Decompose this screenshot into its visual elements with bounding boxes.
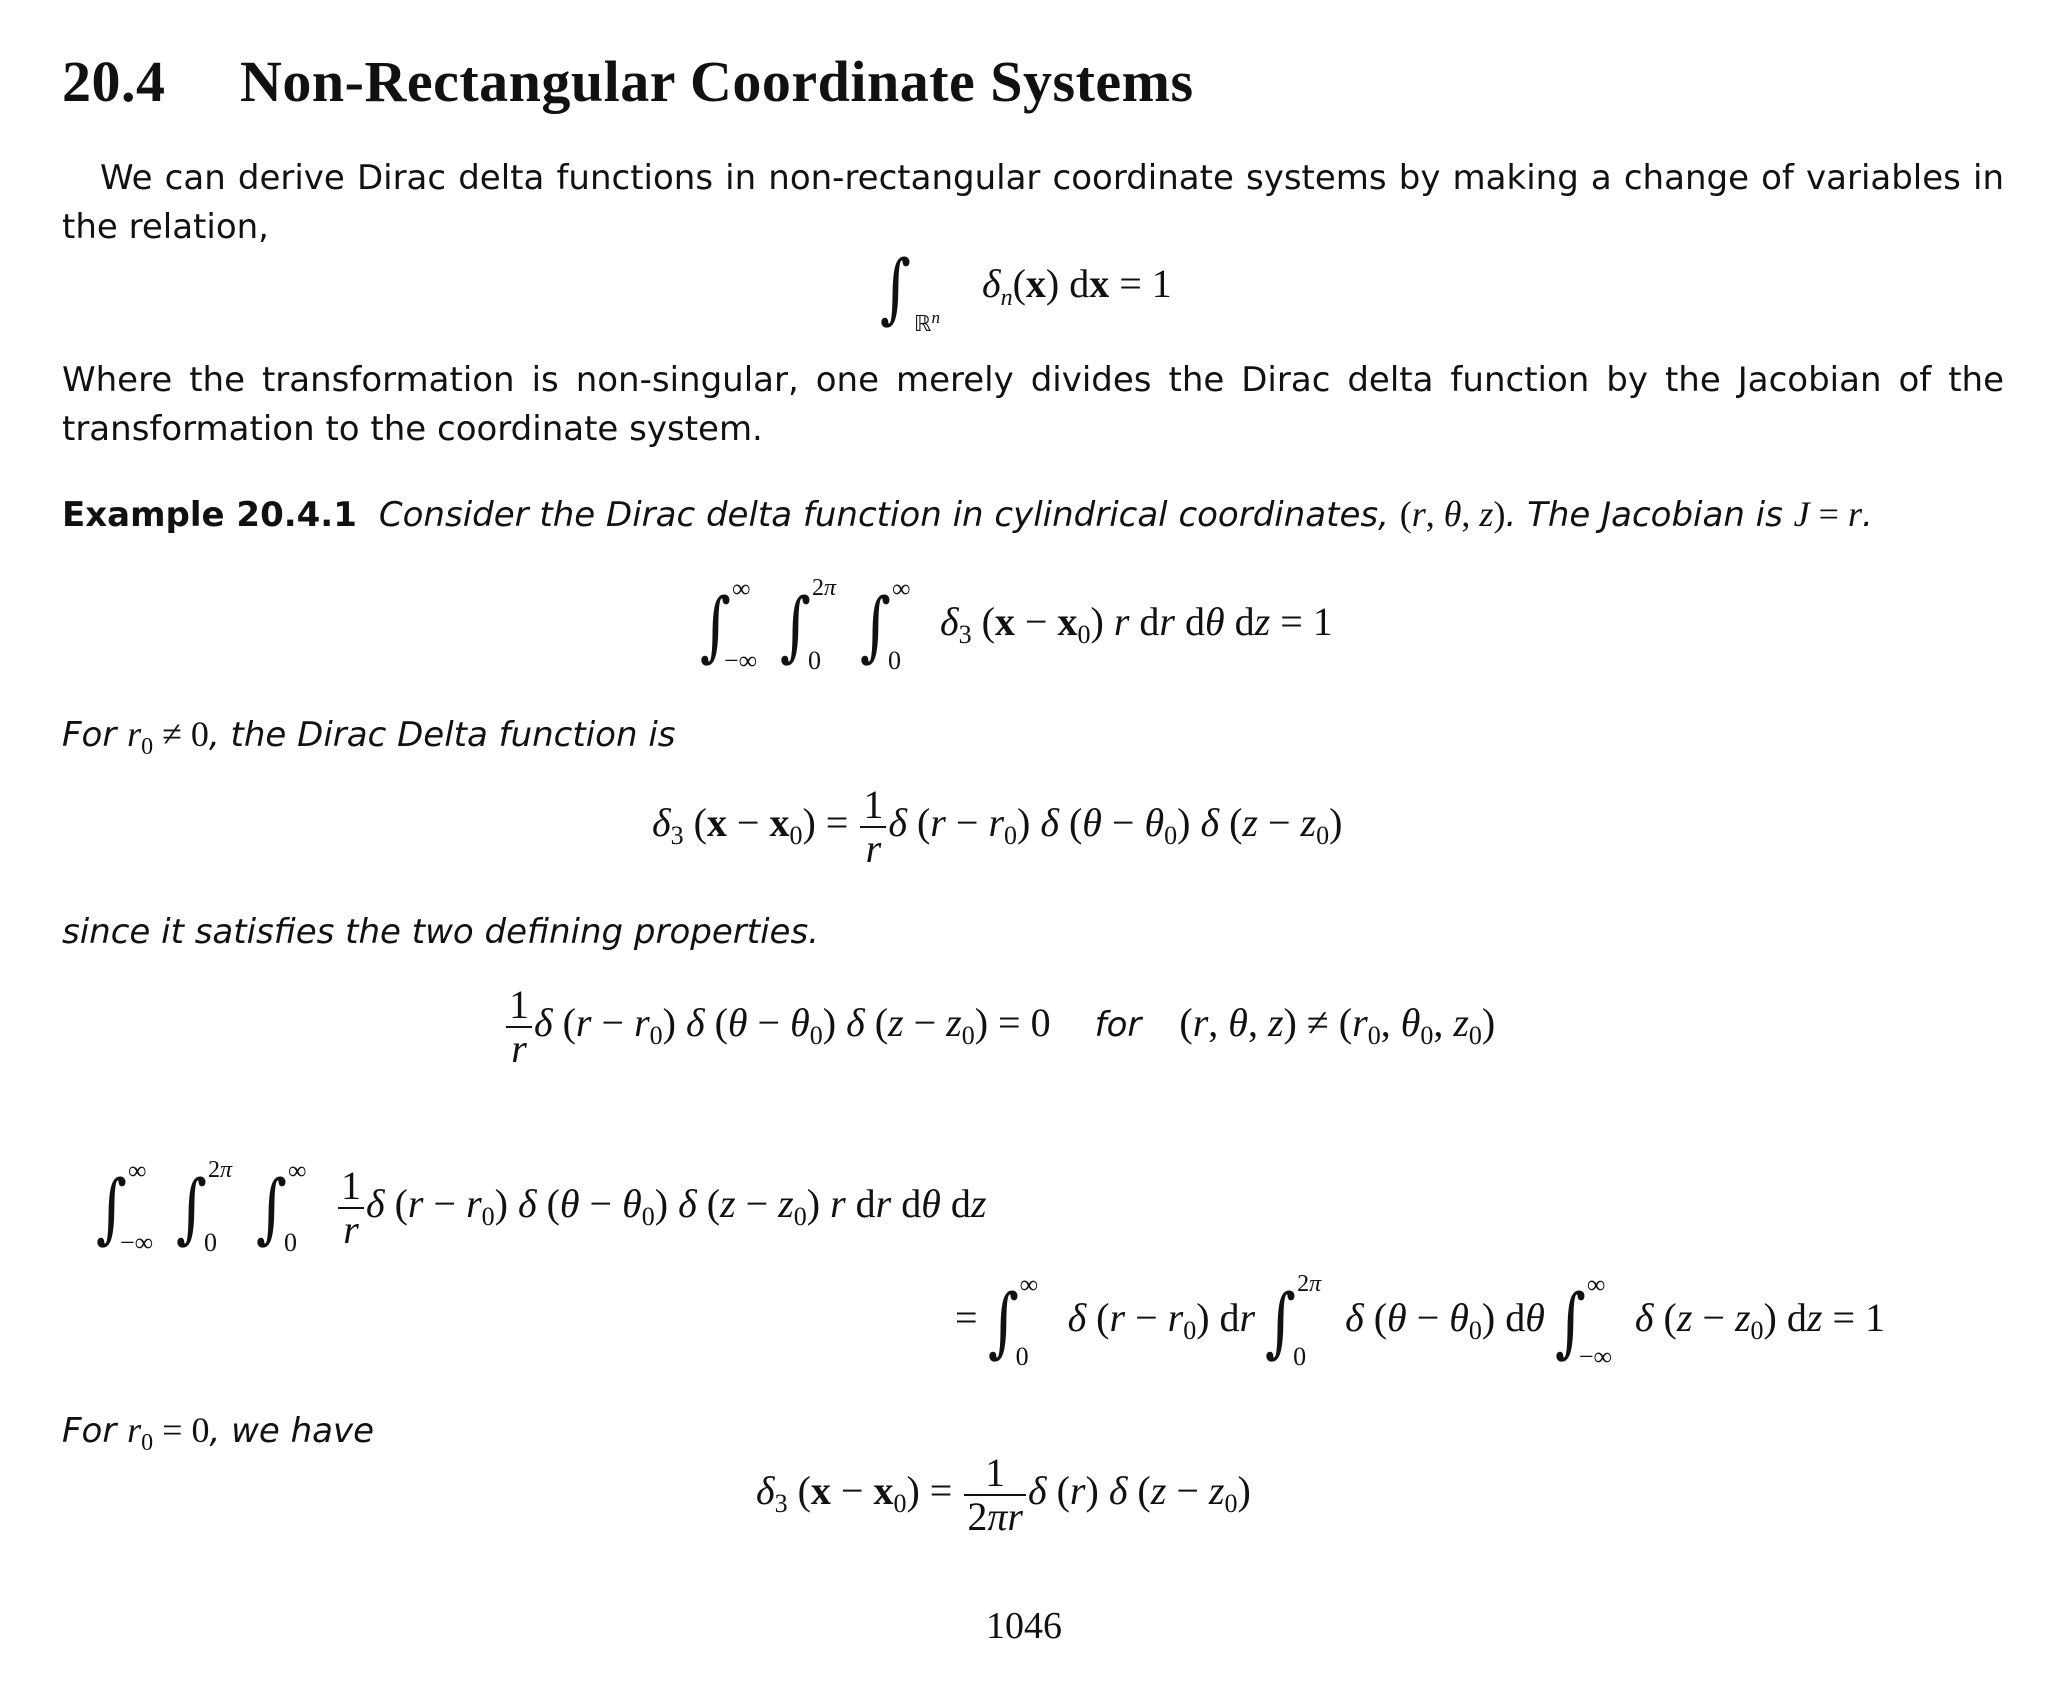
- equation-normalization: ∫ ℝ$^n$ $\delta_n(x)$ dx = 1: [880, 243, 1172, 337]
- equation-delta-zero: $\delta_3$ $(x - x_0)$ = $\frac{1}{2\pi r}$ δ (r) δ $(z - z_0)$: [756, 1450, 1251, 1539]
- section-number: 20.4: [62, 49, 166, 114]
- section-title: Non-Rectangular Coordinate Systems: [240, 49, 1194, 114]
- equation-property-integral-lhs: ∫ ∞ −∞ ∫ 2π 0 ∫ ∞ 0 $\frac{1}{r}$ δ $(r - r_0)$ δ $(\theta - \theta_0)$ δ $(z - z_0)$ r dr dθ dz: [96, 1156, 987, 1257]
- case-zero-text: For $r_0 = 0$, we have: [62, 1410, 375, 1456]
- jacobian-paragraph: [62, 356, 2004, 454]
- equation-property-integral-rhs: = ∫ ∞ 0 δ $(r - r_0)$ dr ∫ 2π 0 δ $(\theta - \theta_0)$ dθ ∫ ∞ −∞ δ $(z - z_0)$ dz = 1: [955, 1270, 1885, 1371]
- case-nonzero-text: For $r_0 \ne 0$, the Dirac Delta function is: [62, 714, 676, 760]
- equation-property-zero: $\frac{1}{r}$ δ $(r - r_0)$ δ $(\theta - \theta_0)$ δ $(z - z_0) = 0$ for (r, θ, $z) \ne (r_0$, $\theta_0$, $z_0$): [504, 984, 1495, 1070]
- page-number: 1046: [986, 1605, 1062, 1647]
- example-statement: Example 20.4.1 Consider the Dirac delta function in cylindrical coordinates, (r, θ, z). The Jacobian is J = r.: [62, 494, 1873, 535]
- equation-cylindrical-normalization: ∫ ∞ −∞ ∫ 2π 0 ∫ ∞ 0 $\delta_3$ $(x - x_0)$ r dr dθ dz = 1: [700, 574, 1333, 675]
- equation-delta-nonzero: $\delta_3$ $(x - x_0)$ = $\frac{1}{r}$ δ $(r - r_0)$ δ $(\theta - \theta_0)$ δ $(z - z_0)$: [652, 782, 1343, 871]
- satisfies-text: since it satisfies the two defining properties.: [62, 912, 819, 952]
- jacobian-text: Where the transformation is non-singular, one merely divides the Dirac delta function by the Jacobian of the transformation to the coordinate system.: [62, 360, 2004, 449]
- example-label: Example 20.4.1: [62, 495, 357, 535]
- intro-text: We can derive Dirac delta functions in non-rectangular coordinate systems by making a change of variables in the relation,: [62, 158, 2004, 247]
- section-heading: [62, 48, 1194, 115]
